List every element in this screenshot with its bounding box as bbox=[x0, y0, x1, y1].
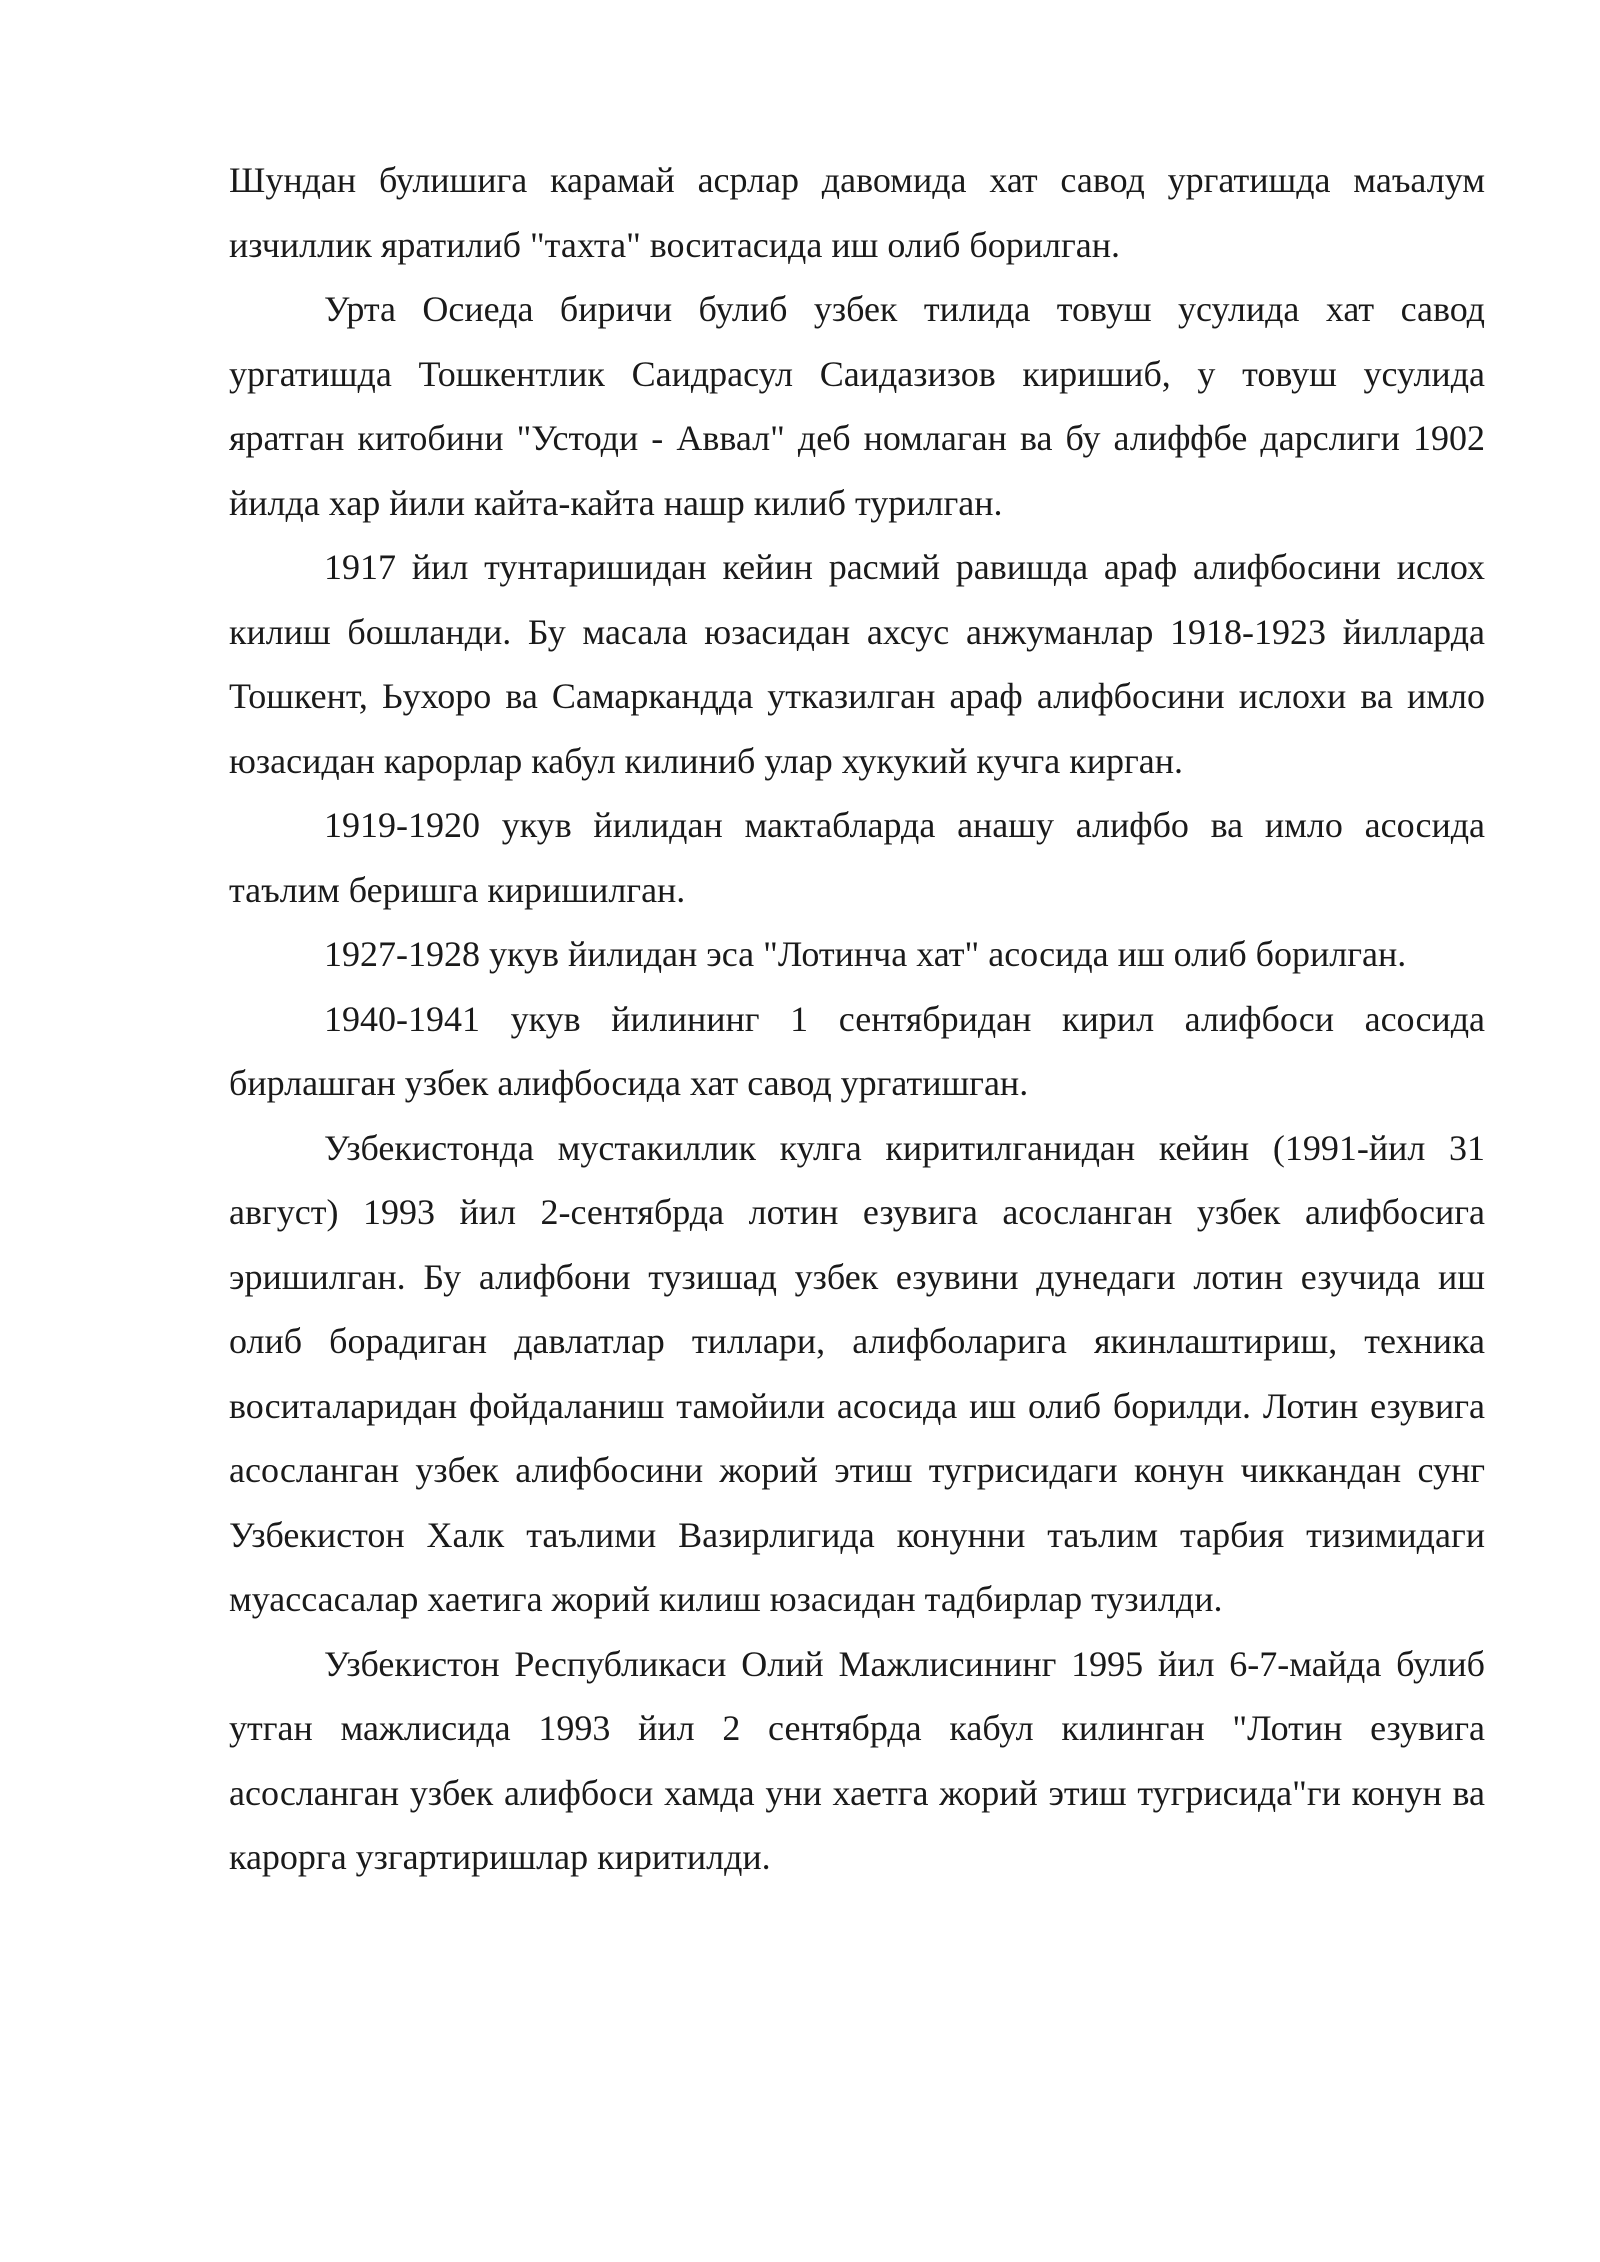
paragraph-1: Шундан булишига карамай асрлар давомида хат савод ургатишда маъалум изчиллик яратилиб "тахта" воситасида иш олиб борилган. bbox=[229, 160, 1485, 265]
paragraph-7: Узбекистонда мустакиллик кулга киритилганидан кейин (1991-йил 31 август) 1993 йил 2-сентябрда лотин езувига асосланган узбек алифбосига эришилган. Бу алифбони тузишад узбек езувини дунедаги лотин езучида иш олиб борадиган давлатлар тиллари, алифболарига якинлаштириш, техника воситаларидан фойдаланиш тамойили асосида иш олиб борилди. Лотин езувига асосланган узбек алифбосини жорий этиш тугрисидаги конун чиккандан сунг Узбекистон Халк таълими Вазирлигида конунни таълим тарбия тизимидаги муассасалар хаетига жорий килиш юзасидан тадбирлар тузилди. bbox=[229, 1127, 1485, 1619]
paragraph-3: 1917 йил тунтаришидан кейин расмий равишда араф алифбосини ислох килиш бошланди. Бу масала юзасидан ахсус анжуманлар 1918-1923 йилларда Тошкент, Ьухоро ва Самаркандда утказилган араф алифбосини ислохи ва имло юзасидан карорлар кабул килиниб улар хукукий кучга кирган. bbox=[229, 547, 1485, 781]
paragraph-8: Узбекистон Республикаси Олий Мажлисининг 1995 йил 6-7-майда булиб утган мажлисида 1993 йил 2 сентябрда кабул килинган "Лотин езувига асосланган узбек алифбоси хамда уни хаетга жорий этиш тугрисида"ги конун ва карорга узгартиришлар киритилди. bbox=[229, 1643, 1485, 1877]
paragraph-2: Урта Осиеда биричи булиб узбек тилида товуш усулида хат савод ургатишда Тошкентлик Саидрасул Саидазизов киришиб, у товуш усулида яратган китобини "Устоди - Аввал" деб номлаган ва бу алиффбе дарслиги 1902 йилда хар йили кайта-кайта нашр килиб турилган. bbox=[229, 289, 1485, 523]
paragraph-5: 1927-1928 укув йилидан эса "Лотинча хат" асосида иш олиб борилган. bbox=[324, 934, 1407, 974]
document-body bbox=[229, 148, 1485, 1890]
paragraph-6: 1940-1941 укув йилининг 1 сентябридан кирил алифбоси асосида бирлашган узбек алифбосида хат савод ургатишган. bbox=[229, 998, 1485, 1103]
paragraph-4: 1919-1920 укув йилидан мактабларда анашу алифбо ва имло асосида таълим беришга киришилган. bbox=[229, 805, 1485, 910]
